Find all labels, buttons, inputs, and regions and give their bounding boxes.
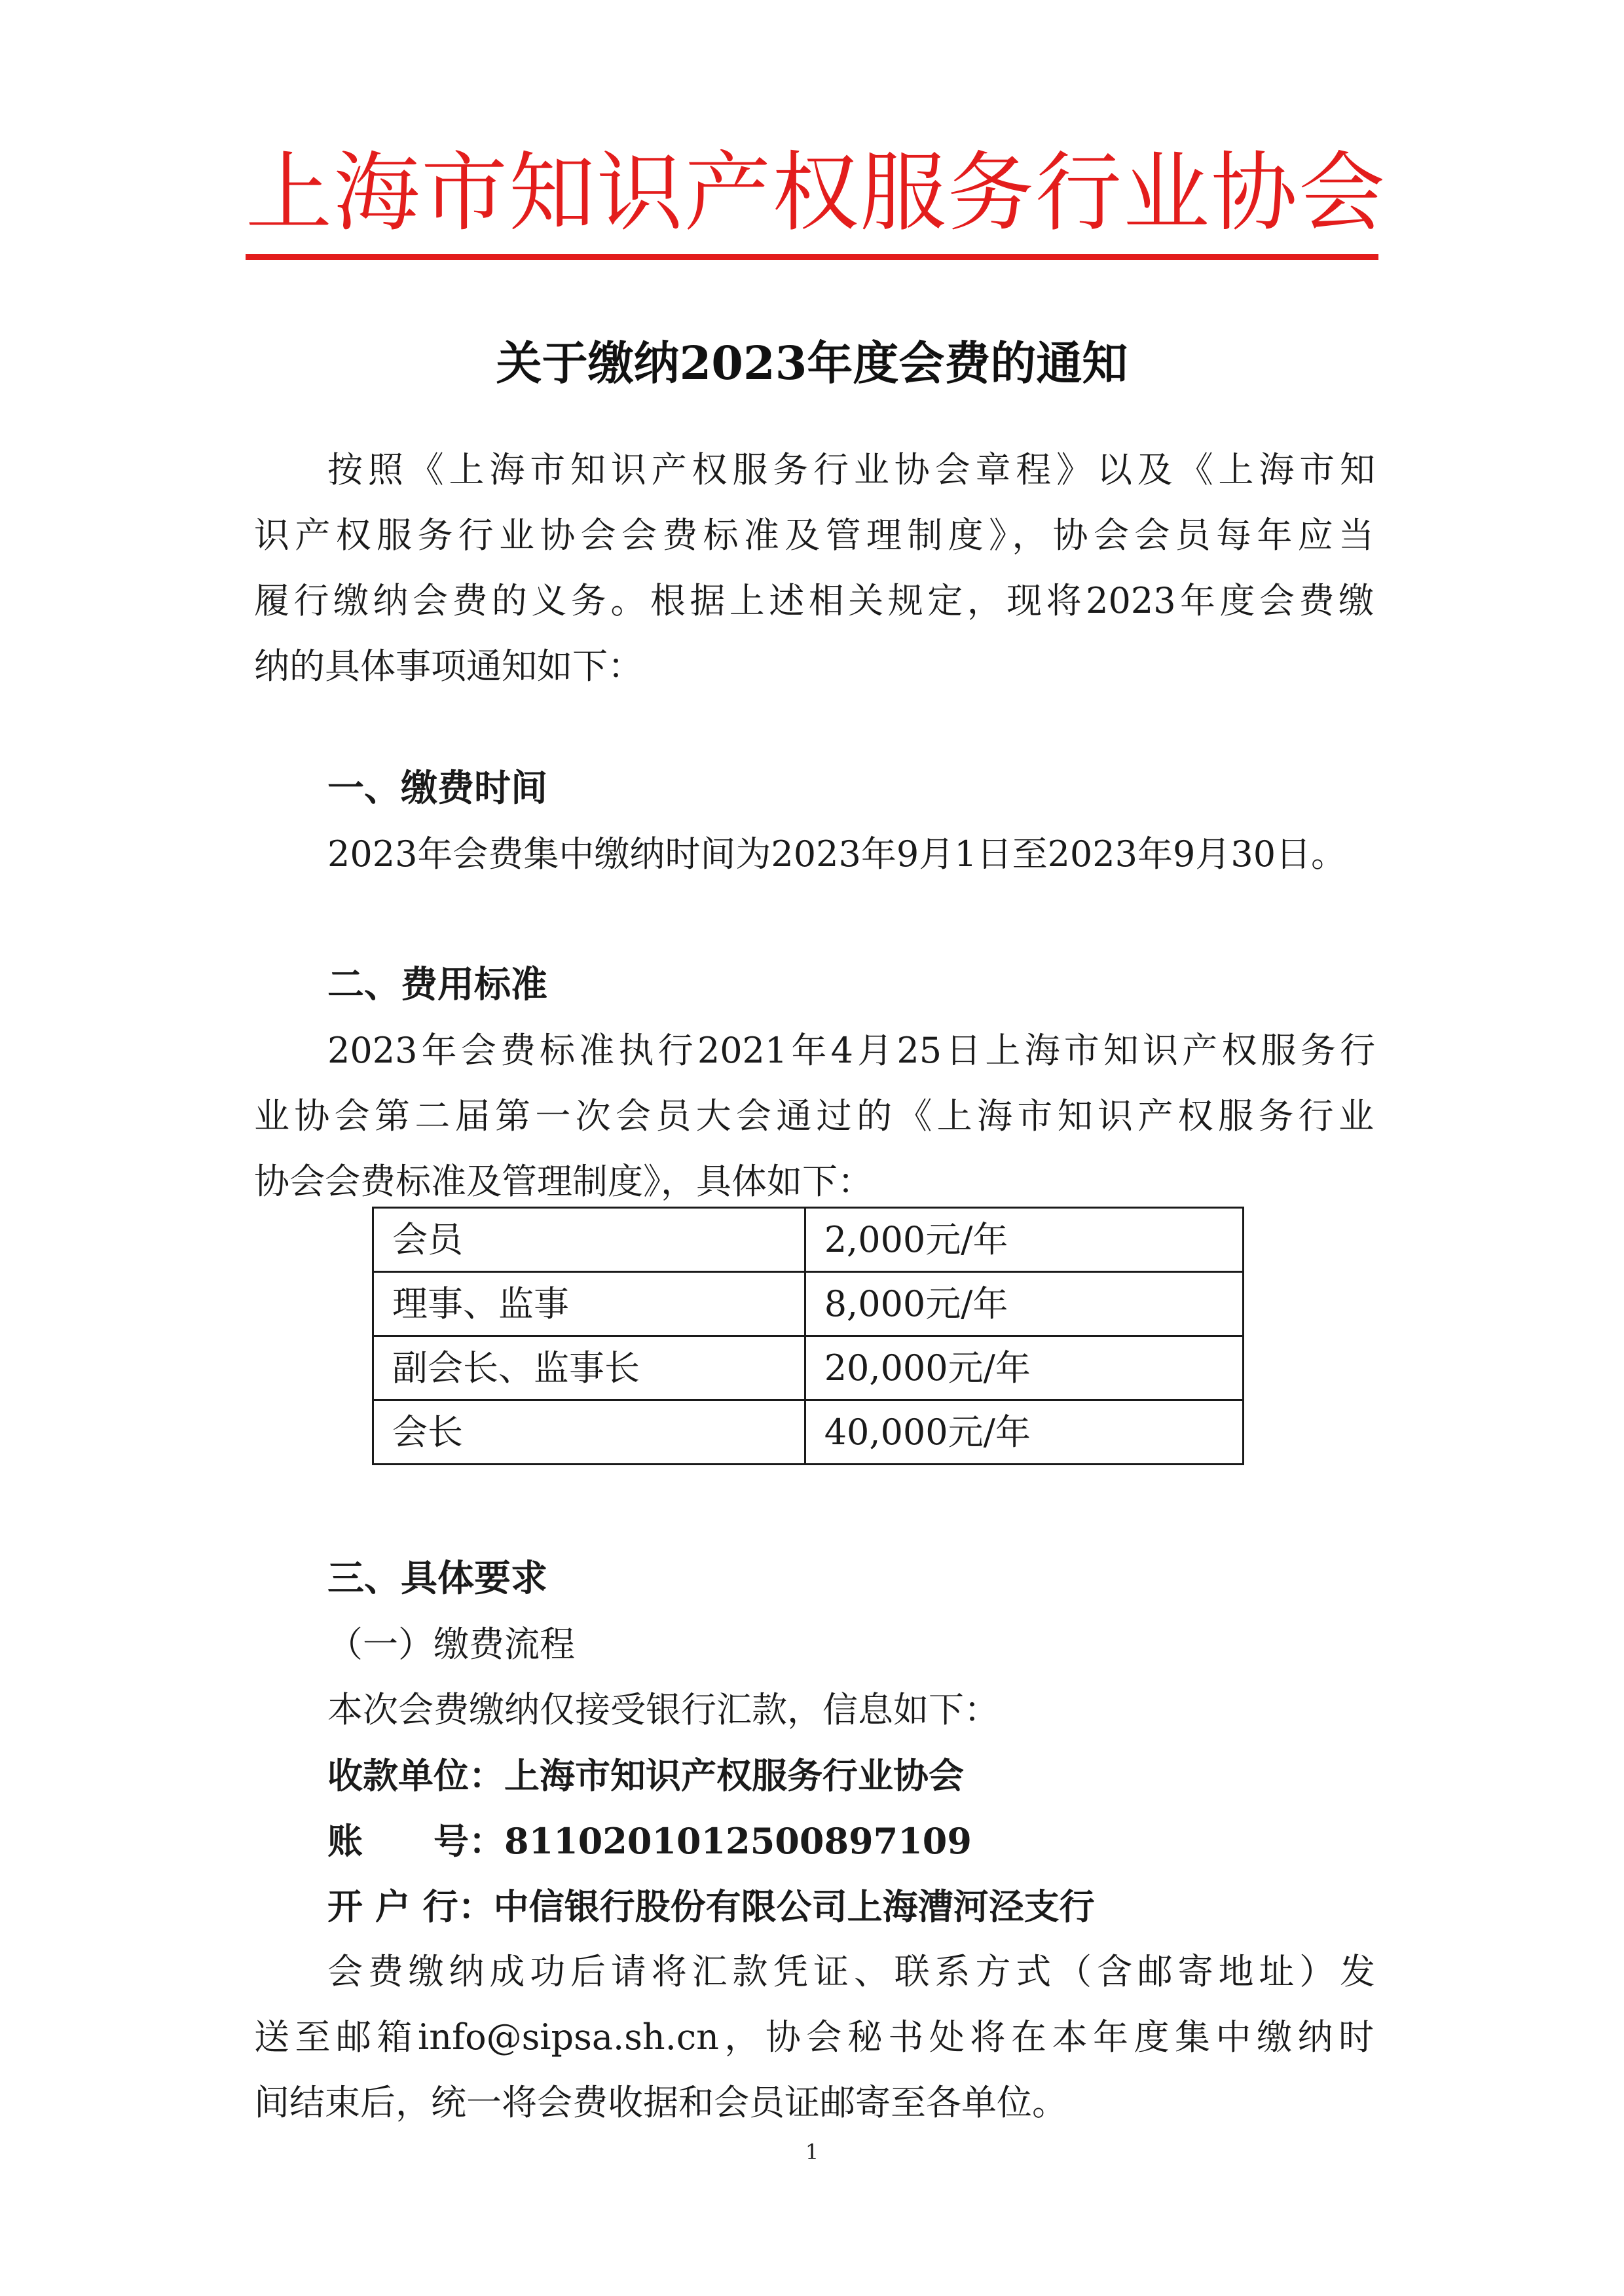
fee-amount-cell: 2,000元/年	[805, 1208, 1243, 1272]
table-row	[373, 1336, 1244, 1400]
account-number: 8110201012500897109	[504, 1820, 972, 1862]
masthead-title: 上海市知识产权服务行业协会	[246, 143, 1386, 244]
fee-standard-line-1: 2023年会费标准执行2021年4月25日上海市知识产权服务行	[327, 1030, 1375, 1071]
fee-amount-cell: 8,000元/年	[805, 1272, 1243, 1336]
section-heading-payment-time: 一、缴费时间	[327, 767, 547, 810]
subsection-payment-process: （一）缴费流程	[327, 1624, 575, 1665]
closing-line-3: 间结束后，统一将会费收据和会员证邮寄至各单位。	[254, 2082, 1067, 2123]
fee-role-cell: 会长	[373, 1400, 805, 1465]
table-row	[373, 1272, 1244, 1336]
intro-line-4: 纳的具体事项通知如下：	[254, 646, 643, 687]
fee-amount-cell: 20,000元/年	[805, 1336, 1243, 1400]
intro-line-1: 按照《上海市知识产权服务行业协会章程》以及《上海市知	[327, 449, 1375, 490]
section-heading-requirements: 三、具体要求	[327, 1558, 547, 1600]
table-row	[373, 1208, 1244, 1272]
fee-standard-line-2: 业协会第二届第一次会员大会通过的《上海市知识产权服务行业	[254, 1095, 1374, 1137]
closing-line-2: 送至邮箱info@sipsa.sh.cn，协会秘书处将在本年度集中缴纳时	[254, 2016, 1374, 2058]
bank-line: 开 户 行：中信银行股份有限公司上海漕河泾支行	[327, 1886, 1095, 1927]
fee-standard-line-3: 协会会费标准及管理制度》，具体如下：	[254, 1161, 873, 1202]
bank-transfer-intro: 本次会费缴纳仅接受银行汇款，信息如下：	[327, 1689, 999, 1730]
notice-title: 关于缴纳2023年度会费的通知	[496, 336, 1128, 390]
account-line	[327, 1808, 1375, 1874]
payee-line: 收款单位：上海市知识产权服务行业协会	[327, 1755, 964, 1796]
fee-role-cell: 理事、监事	[373, 1272, 805, 1336]
account-label: 账 号：	[327, 1820, 504, 1862]
fee-table	[372, 1207, 1244, 1465]
masthead-red-rule	[246, 254, 1378, 260]
intro-line-3: 履行缴纳会费的义务。根据上述相关规定，现将2023年度会费缴	[254, 580, 1374, 621]
page-number: 1	[805, 2140, 819, 2164]
payment-time-text: 2023年会费集中缴纳时间为2023年9月1日至2023年9月30日。	[327, 833, 1347, 875]
fee-role-cell: 副会长、监事长	[373, 1336, 805, 1400]
fee-role-cell: 会员	[373, 1208, 805, 1272]
closing-line-1: 会费缴纳成功后请将汇款凭证、联系方式（含邮寄地址）发	[327, 1951, 1375, 1992]
fee-amount-cell: 40,000元/年	[805, 1400, 1243, 1465]
intro-line-2: 识产权服务行业协会会费标准及管理制度》，协会会员每年应当	[254, 515, 1374, 556]
section-heading-fee-standard: 二、费用标准	[327, 964, 547, 1006]
table-row	[373, 1400, 1244, 1465]
